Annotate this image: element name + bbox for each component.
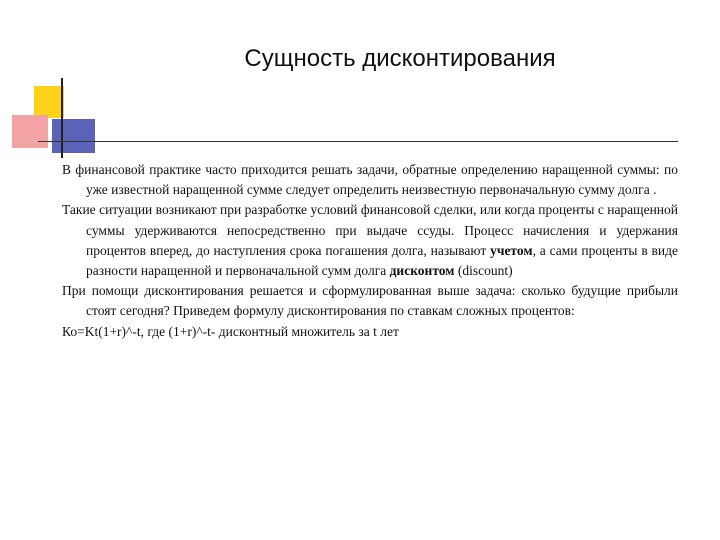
- slide-body: [62, 160, 678, 342]
- formula-text: Ко=Kt(1+r)^-t, где (1+r)^-t- дисконтный множитель за t лет: [62, 323, 399, 339]
- decor-yellow-square: [34, 86, 64, 118]
- paragraph-2-part1: Такие ситуации возникают при разработке условий финансовой сделки, или когда проценты с наращенной суммы удерживаются непосредственно при выдаче ссуды. Процесс начисления и удержания процентов вперед, до наступления срока погашения долга, называют: [62, 202, 678, 258]
- paragraph-2-part2: , а сами проценты в виде разности наращенной и первоначальной сумм долга: [86, 242, 678, 279]
- decor-red-square: [12, 115, 48, 148]
- paragraph-3-text: При помощи дисконтирования решается и сформулированная выше задача: сколько будущие прибыли стоят сегодня? Приведем формулу дисконтирования по ставкам сложных процентов:: [62, 283, 678, 319]
- decor-vertical-line: [61, 78, 63, 158]
- paragraph-2: [62, 200, 678, 281]
- paragraph-1: [62, 160, 678, 200]
- paragraph-2-part3: (discount): [454, 263, 513, 279]
- slide-title: Сущность дисконтирования: [244, 45, 556, 72]
- formula-line: [62, 322, 678, 342]
- paragraph-1-text: В финансовой практике часто приходится решать задачи, обратные определению наращенной суммы: по уже известной наращенной сумме следует определить неизвестную первоначальную сумму долга .: [62, 162, 678, 198]
- term-uchet: учетом: [490, 242, 533, 258]
- paragraph-3: [62, 281, 678, 321]
- decor-blue-square: [52, 119, 95, 153]
- term-diskont: дисконтом: [389, 263, 455, 279]
- title-underline: [38, 141, 678, 142]
